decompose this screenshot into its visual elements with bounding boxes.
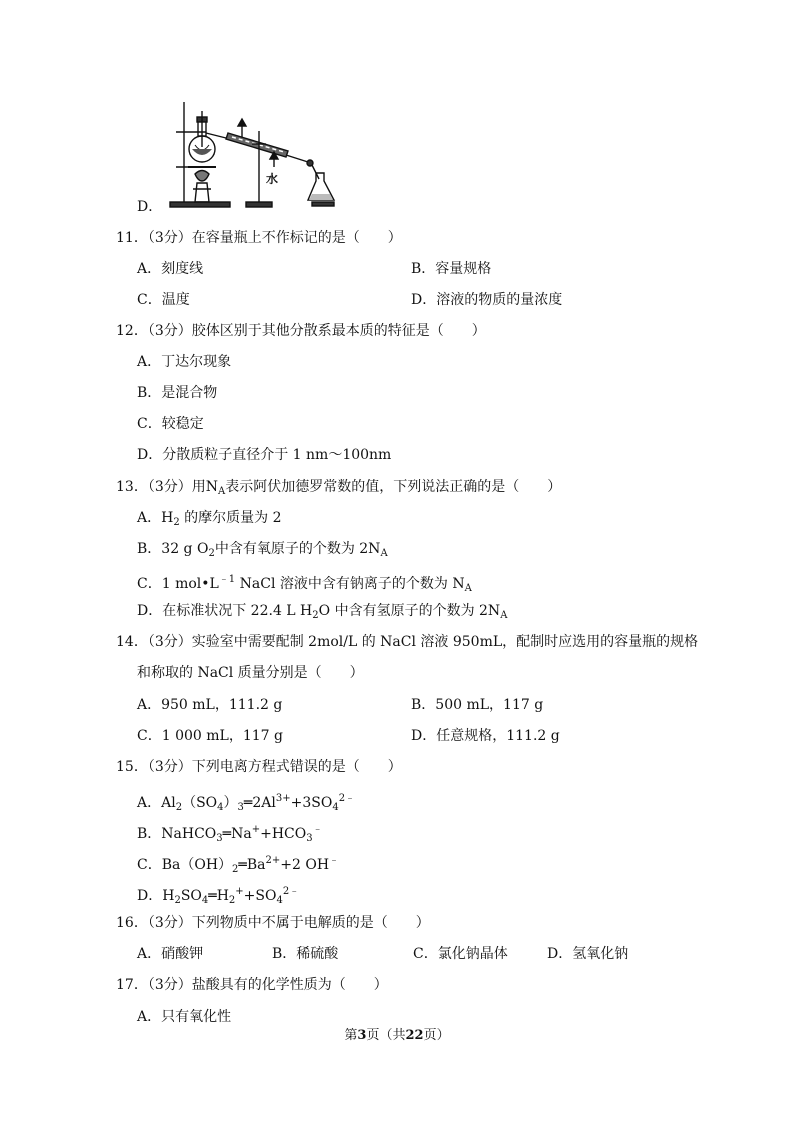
q16-option-b[interactable]: B．稀硫酸 xyxy=(272,946,339,962)
q11-option-b[interactable]: B．容量规格 xyxy=(411,261,492,277)
water-label: 水 xyxy=(266,172,279,186)
q11-option-a[interactable]: A．刻度线 xyxy=(137,261,204,277)
page-footer: 第3页（共22页） xyxy=(344,1028,450,1043)
q12-option-c[interactable]: C．较稳定 xyxy=(137,416,204,432)
q17-stem: 17．（3分）盐酸具有的化学性质为（ ） xyxy=(116,977,388,993)
q14-stem-line2: 和称取的 NaCl 质量分别是（ ） xyxy=(137,665,364,681)
q10-option-d[interactable]: D． xyxy=(137,199,163,215)
q11-option-d[interactable]: D．溶液的物质的量浓度 xyxy=(411,292,563,308)
q17-option-a[interactable]: A．只有氧化性 xyxy=(137,1009,232,1025)
q15-option-b[interactable]: B．$NaHCO_3═Na^++HCO_3^﹣$ xyxy=(137,824,323,844)
q13-stem: 13．（3分）用$N_A$表示阿伏加德罗常数的值，下列说法正确的是（ ） xyxy=(116,479,562,497)
q14-option-c[interactable]: C．1 000 mL，117 g xyxy=(137,728,283,744)
q12-option-b[interactable]: B．是混合物 xyxy=(137,385,218,401)
q12-option-a[interactable]: A．丁达尔现象 xyxy=(137,354,232,370)
q14-stem-line1: 14．（3分）实验室中需要配制 2mol/L 的 NaCl 溶液 950mL，配制时应选用的容量瓶的规格 xyxy=(116,634,699,650)
q14-option-a[interactable]: A．950 mL，111.2 g xyxy=(137,697,283,713)
q13-option-a[interactable]: A．$H_2$ 的摩尔质量为 2 xyxy=(137,510,282,528)
q16-option-c[interactable]: C．氯化钠晶体 xyxy=(413,946,508,962)
q13-option-d[interactable]: D．在标准状况下 22.4 L $H_2O$ 中含有氢原子的个数为 $2N_A$ xyxy=(137,603,508,621)
q11-stem: 11．（3分）在容量瓶上不作标记的是（ ） xyxy=(116,230,402,246)
q15-stem: 15．（3分）下列电离方程式错误的是（ ） xyxy=(116,759,402,775)
distillation-apparatus-image xyxy=(162,99,340,211)
q11-option-c[interactable]: C．温度 xyxy=(137,292,190,308)
q16-option-a[interactable]: A．硝酸钾 xyxy=(137,946,204,962)
q16-stem: 16．（3分）下列物质中不属于电解质的是（ ） xyxy=(116,915,430,931)
q12-option-d[interactable]: D．分散质粒子直径介于 1 nm～100nm xyxy=(137,447,392,463)
q15-option-d[interactable]: D．$H_2SO_4═H_2^++SO_4^{2﹣}$ xyxy=(137,886,300,906)
q14-option-d[interactable]: D．任意规格，111.2 g xyxy=(411,728,560,744)
q15-option-a[interactable]: A．$Al_2(SO_4)_3═2Al^{3+}+3SO_4^{2﹣}$ xyxy=(137,793,356,813)
q16-option-d[interactable]: D．氢氧化钠 xyxy=(547,946,629,962)
q12-stem: 12．（3分）胶体区别于其他分散系最本质的特征是（ ） xyxy=(116,323,486,339)
q13-option-c[interactable]: C．1 $mol•L^{﹣1}$ NaCl 溶液中含有钠离子的个数为 $N_A$ xyxy=(137,574,472,594)
q15-option-c[interactable]: C．$Ba(OH)_2═Ba^{2+}+2$ OH﹣ xyxy=(137,855,340,875)
q13-option-b[interactable]: B．32 g $O_2$中含有氧原子的个数为 $2N_A$ xyxy=(137,541,388,559)
q14-option-b[interactable]: B．500 mL，117 g xyxy=(411,697,544,713)
